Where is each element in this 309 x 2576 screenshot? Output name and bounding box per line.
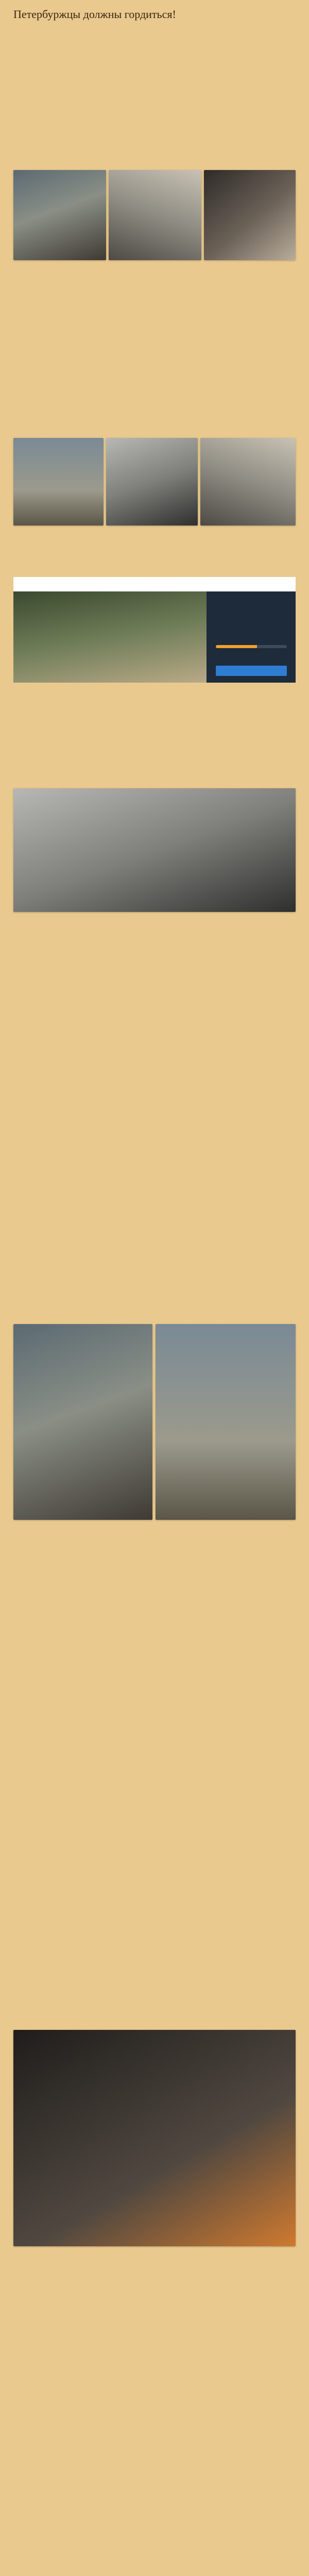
skills-list: [13, 1528, 296, 2022]
photo-eva-girl: [13, 788, 296, 912]
eva-support-button[interactable]: [216, 666, 287, 676]
eva-banner-photo: [13, 591, 207, 683]
photo-girl-with-dog-2: [156, 1324, 296, 1520]
project-paragraph-2: [13, 309, 296, 345]
eva-lead-paragraph: [13, 737, 296, 783]
photo-guide-dog-street: [109, 170, 201, 260]
eva-banner-title-strip: [13, 577, 296, 591]
photo-dog-training: [13, 438, 104, 526]
quote: [13, 407, 296, 430]
photo-dog-crossing: [106, 438, 198, 526]
intro-paragraph: [13, 41, 296, 98]
volunteers-paragraph: [13, 350, 296, 402]
project-paragraph: [13, 268, 296, 304]
owner-paragraph: [13, 1043, 296, 1079]
article-title: Петербуржцы должны гордиться!: [13, 8, 176, 21]
intro-paragraph-2: [13, 103, 296, 162]
eva-project-banner: [13, 577, 296, 683]
center-paragraph: [13, 531, 296, 572]
eva-progress-bar: [216, 645, 287, 648]
nastya-paragraph: [13, 920, 296, 1038]
photo-dog-stairs: [200, 438, 296, 526]
photo-girl-with-dog: [13, 1324, 152, 1520]
eva-stats-panel: [207, 591, 296, 683]
photo-blind-woman-with-dog: [13, 170, 106, 260]
dogs-paragraph: [13, 690, 296, 732]
greeting: [13, 26, 296, 37]
eva-progress-fill: [216, 645, 257, 648]
tasks-paragraph: [13, 1084, 296, 1316]
goal-paragraph: [13, 2254, 296, 2336]
photo-guide-dog-walk: [204, 170, 296, 260]
photo-black-labrador: [13, 2030, 296, 2246]
